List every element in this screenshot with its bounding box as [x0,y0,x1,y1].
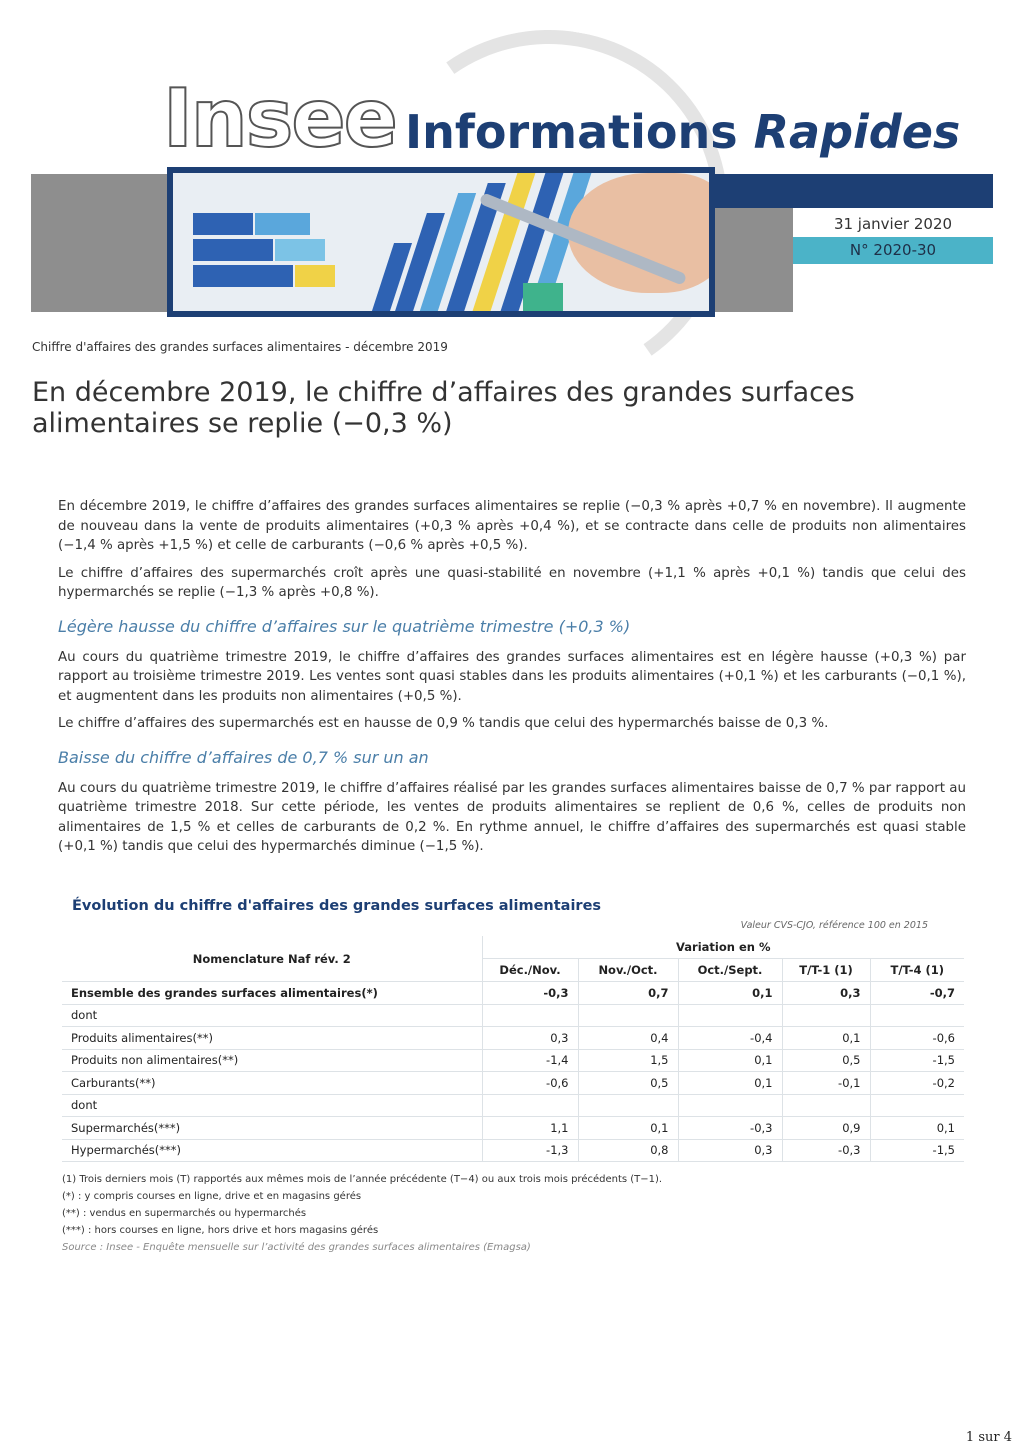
section-paragraph: Au cours du quatrième trimestre 2019, le chiffre d’affaires réalisé par les grandes surfaces alimentaires baisse de 0,7 % par rapport au quatrième trimestre 2018. Sur cette période, les ventes de produits alimentaires se replient de 0,6 %, celles de produits non alimentaires de 1,5 % et celles de carburants de 0,2 %. En rythme annuel, le chiffre d’affaires des supermarchés est quasi stable (+0,1 %) tandis que celui des hypermarchés diminue (−1,5 %). [58,780,966,854]
cell-value: 0,1 [678,1072,782,1095]
cell-value: 0,1 [578,1117,678,1140]
cell-value: 0,1 [870,1117,964,1140]
publication-number: N° 2020-30 [793,237,993,264]
article-body [58,497,966,865]
cell-value: 0,3 [782,982,870,1005]
table-title: Évolution du chiffre d'affaires des grandes surfaces alimentaires [72,898,602,914]
footnote: (*) : y compris courses en ligne, drive et en magasins gérés [62,1191,362,1202]
row-label: Supermarchés(***) [62,1117,482,1140]
footnote: (1) Trois derniers mois (T) rapportés aux mêmes mois de l’année précédente (T−4) ou aux trois mois précédents (T−1). [62,1174,663,1185]
header-variation: Variation en % [482,936,964,959]
publication-date: 31 janvier 2020 [833,215,953,233]
cell-value [578,1004,678,1027]
table-row [62,1072,964,1095]
header-photo [167,167,715,317]
cell-value [482,1004,578,1027]
cell-value: 0,8 [578,1139,678,1162]
cell-value: 0,9 [782,1117,870,1140]
cell-value: -0,6 [870,1027,964,1050]
table-row [62,982,964,1005]
cell-value: -0,3 [482,982,578,1005]
cell-value [870,1094,964,1117]
header-blue-band [715,174,993,208]
logo-informations: Informations [405,105,738,159]
cell-value: -0,6 [482,1072,578,1095]
footnote: (**) : vendus en supermarchés ou hypermarchés [62,1208,307,1219]
cell-value [678,1094,782,1117]
cell-value: -0,1 [782,1072,870,1095]
row-label: dont [62,1094,482,1117]
section-heading: Baisse du chiffre d’affaires de 0,7 % sur un an [58,747,429,767]
cell-value: 0,3 [678,1139,782,1162]
row-label: dont [62,1004,482,1027]
cell-value: -1,5 [870,1049,964,1072]
logo-rapides: Rapides [753,105,961,159]
cell-value: -1,5 [870,1139,964,1162]
footnote: (***) : hors courses en ligne, hors drive et hors magasins gérés [62,1225,379,1236]
header-nomenclature: Nomenclature Naf rév. 2 [62,936,482,982]
informations-rapides-logo [405,102,960,162]
column-header: Oct./Sept. [678,959,782,982]
cell-value [678,1004,782,1027]
cell-value: -0,3 [678,1117,782,1140]
cell-value [482,1094,578,1117]
cell-value: -0,4 [678,1027,782,1050]
hand-graphic [568,173,709,293]
cell-value: 0,1 [678,982,782,1005]
cell-value: 0,1 [782,1027,870,1050]
table-row [62,1117,964,1140]
intro-paragraph: Le chiffre d’affaires des supermarchés croît après une quasi-stabilité en novembre (+1,1 % après +0,1 %) tandis que celui des hypermarchés se replie (−1,3 % après +0,8 %). [58,565,966,600]
data-table [62,936,964,1162]
cell-value: 0,7 [578,982,678,1005]
page-number: 1 sur 4 [965,1430,1012,1445]
row-label: Produits non alimentaires(**) [62,1049,482,1072]
chart-photo-illustration [173,173,709,311]
cell-value: -1,3 [482,1139,578,1162]
insee-logo: Insee [163,72,396,165]
row-label: Hypermarchés(***) [62,1139,482,1162]
table-notes [62,1171,662,1256]
table-row [62,1027,964,1050]
cell-value [578,1094,678,1117]
column-header: Déc./Nov. [482,959,578,982]
table-row [62,1004,964,1027]
cell-value: 0,1 [678,1049,782,1072]
table-unit: Valeur CVS-CJO, référence 100 en 2015 [740,920,928,931]
row-label: Produits alimentaires(**) [62,1027,482,1050]
table-row [62,1094,964,1117]
section-paragraph: Au cours du quatrième trimestre 2019, le chiffre d’affaires des grandes surfaces alimentaires est en légère hausse (+0,3 %) par rapport au troisième trimestre 2019. Les ventes sont quasi stables dans les produits alimentaires (+0,1 %) et les carburants (−0,1 %), et augmentent dans les produits non alimentaires (+0,5 %). [58,649,966,704]
table-row [62,1049,964,1072]
section-paragraph: Le chiffre d’affaires des supermarchés est en hausse de 0,9 % tandis que celui des hypermarchés baisse de 0,3 %. [58,716,829,731]
source-note: Source : Insee - Enquête mensuelle sur l’activité des grandes surfaces alimentaires (Emagsa) [62,1242,531,1253]
cell-value: 0,4 [578,1027,678,1050]
page-title: En décembre 2019, le chiffre d’affaires des grandes surfaces alimentaires se replie (−0,3 %) [32,377,855,439]
cell-value: 0,5 [782,1049,870,1072]
cell-value: 1,5 [578,1049,678,1072]
section-heading: Légère hausse du chiffre d’affaires sur le quatrième trimestre (+0,3 %) [58,616,631,636]
row-label: Ensemble des grandes surfaces alimentaires(*) [62,982,482,1005]
cell-value: -0,2 [870,1072,964,1095]
cell-value: 1,1 [482,1117,578,1140]
row-label: Carburants(**) [62,1072,482,1095]
column-header: Nov./Oct. [578,959,678,982]
column-header: T/T-4 (1) [870,959,964,982]
intro-paragraph: En décembre 2019, le chiffre d’affaires des grandes surfaces alimentaires se replie (−0,3 % après +0,7 % en novembre). Il augmente de nouveau dans la vente de produits alimentaires (+0,3 % après +0,4 %), et se contracte dans celle de produits non alimentaires (−1,4 % après +1,5 %) et celle de carburants (−0,6 % après +0,5 %). [58,499,966,553]
cell-value: -0,3 [782,1139,870,1162]
cell-value [782,1004,870,1027]
cell-value [870,1004,964,1027]
cell-value: 0,3 [482,1027,578,1050]
cell-value [782,1094,870,1117]
breadcrumb: Chiffre d'affaires des grandes surfaces alimentaires - décembre 2019 [32,340,448,354]
column-header: T/T-1 (1) [782,959,870,982]
table-row [62,1139,964,1162]
cell-value: -0,7 [870,982,964,1005]
cell-value: 0,5 [578,1072,678,1095]
cell-value: -1,4 [482,1049,578,1072]
